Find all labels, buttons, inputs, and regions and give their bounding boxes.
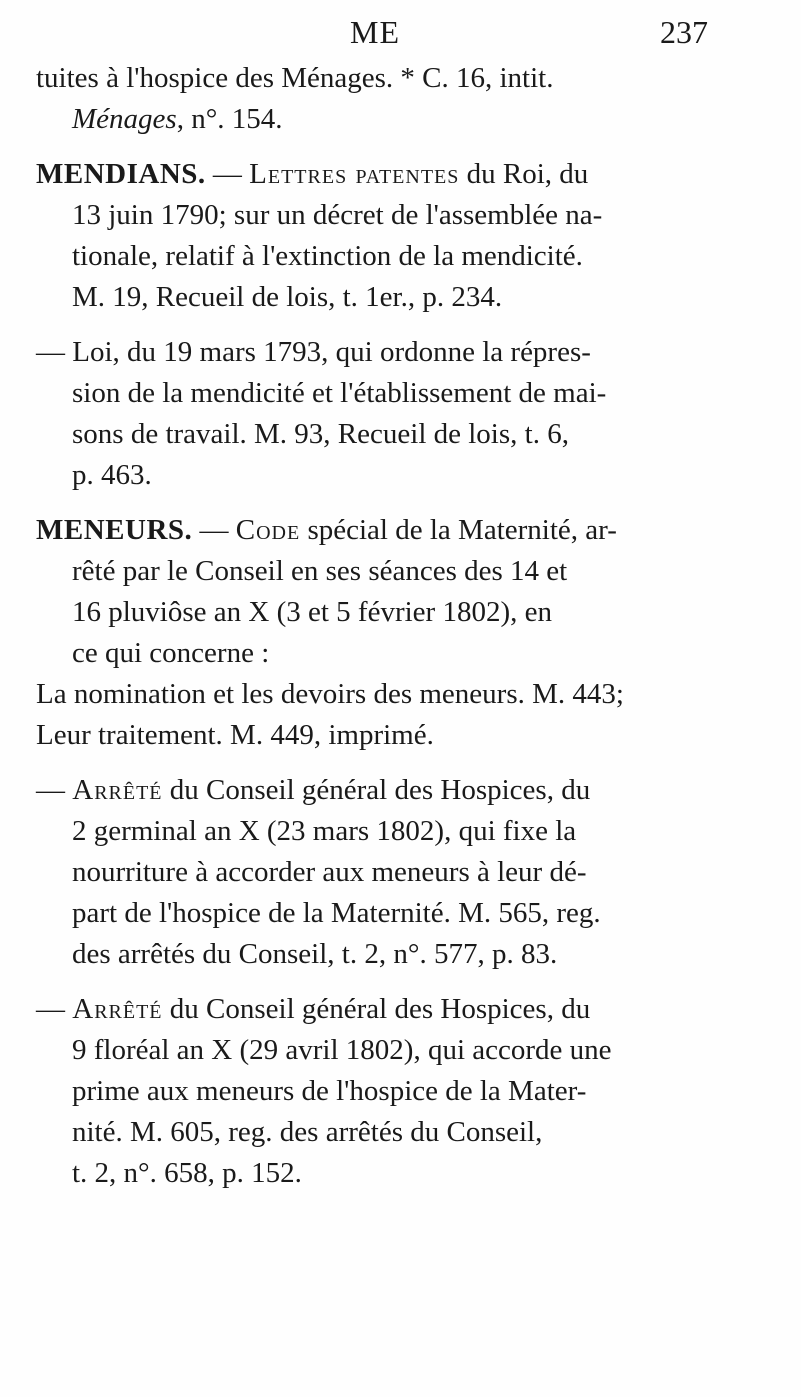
entry-keyword: Arrêté <box>72 993 163 1025</box>
entry-text: rêté par le Conseil en ses séances des 14 et <box>72 555 568 587</box>
entry-keyword: Lettres patentes <box>249 158 460 190</box>
index-entries <box>36 58 756 1194</box>
entry-line <box>36 1153 756 1194</box>
index-entry <box>36 58 756 140</box>
entry-text: tuites à l'hospice des Ménages. * C. 16, intit. <box>36 62 554 94</box>
entry-text: tionale, relatif à l'extinction de la mendicité. <box>72 240 583 272</box>
entry-text: du Roi, du <box>459 158 589 190</box>
entry-headword: MENDIANS. <box>36 158 206 190</box>
entry-text: — <box>205 158 250 190</box>
entry-line <box>36 58 756 99</box>
entry-line <box>36 236 756 277</box>
index-entry <box>36 770 756 975</box>
page-number: 237 <box>660 14 708 50</box>
entry-line <box>36 592 756 633</box>
entry-text: nourriture à accorder aux meneurs à leur dé- <box>72 856 587 888</box>
entry-line <box>36 332 756 373</box>
index-entry <box>36 989 756 1194</box>
entry-line <box>36 989 756 1030</box>
index-entry <box>36 332 756 496</box>
index-entry <box>36 154 756 318</box>
page-header <box>0 8 801 58</box>
entry-line <box>36 893 756 934</box>
entry-line <box>36 414 756 455</box>
entry-line <box>36 1071 756 1112</box>
entry-text: nité. M. 605, reg. des arrêtés du Conseil, <box>72 1116 543 1148</box>
entry-line <box>36 811 756 852</box>
index-entry <box>36 510 756 756</box>
entry-line <box>36 934 756 975</box>
entry-text: des arrêtés du Conseil, t. 2, n°. 577, p. 83. <box>72 938 558 970</box>
entry-text: part de l'hospice de la Maternité. M. 565, reg. <box>72 897 601 929</box>
entry-keyword: Arrêté <box>72 774 163 806</box>
entry-text: 9 floréal an X (29 avril 1802), qui accorde une <box>72 1034 612 1066</box>
entry-text: Leur traitement. M. 449, imprimé. <box>36 719 434 751</box>
entry-line <box>36 154 756 195</box>
entry-text: du Conseil général des Hospices, du <box>162 993 591 1025</box>
entry-keyword: Code <box>235 514 301 546</box>
entry-text: — <box>36 993 73 1025</box>
entry-line <box>36 852 756 893</box>
entry-line <box>36 1030 756 1071</box>
entry-line <box>36 770 756 811</box>
entry-line <box>36 551 756 592</box>
entry-line <box>36 715 756 756</box>
entry-text: — <box>192 514 236 546</box>
entry-line <box>36 1112 756 1153</box>
entry-text: spécial de la Maternité, ar- <box>300 514 617 546</box>
entry-text: sons de travail. M. 93, Recueil de lois, t. 6, <box>72 418 569 450</box>
entry-line <box>36 674 756 715</box>
entry-text: — Loi, du 19 mars 1793, qui ordonne la répres- <box>36 336 591 368</box>
entry-text: 16 pluviôse an X (3 et 5 février 1802), en <box>72 596 552 628</box>
entry-text: t. 2, n°. 658, p. 152. <box>72 1157 302 1189</box>
entry-text: La nomination et les devoirs des meneurs. M. 443; <box>36 678 624 710</box>
entry-text: 2 germinal an X (23 mars 1802), qui fixe la <box>72 815 577 847</box>
entry-text: — <box>36 774 73 806</box>
entry-line <box>36 195 756 236</box>
entry-text: 13 juin 1790; sur un décret de l'assemblée na- <box>72 199 603 231</box>
entry-text: , n°. 154. <box>176 103 283 135</box>
entry-line <box>36 373 756 414</box>
entry-line <box>36 633 756 674</box>
entry-text: M. 19, Recueil de lois, t. 1er., p. 234. <box>72 281 503 313</box>
entry-line <box>36 455 756 496</box>
entry-headword: MENEURS. <box>36 514 193 546</box>
entry-line <box>36 510 756 551</box>
entry-text: sion de la mendicité et l'établissement de mai- <box>72 377 607 409</box>
entry-text: prime aux meneurs de l'hospice de la Mater- <box>72 1075 587 1107</box>
entry-text: Ménages <box>72 103 177 135</box>
entry-line <box>36 99 756 140</box>
entry-line <box>36 277 756 318</box>
entry-text: du Conseil général des Hospices, du <box>162 774 591 806</box>
entry-text: ce qui concerne : <box>72 637 270 669</box>
entry-text: p. 463. <box>72 459 152 491</box>
running-head: ME <box>350 14 400 50</box>
